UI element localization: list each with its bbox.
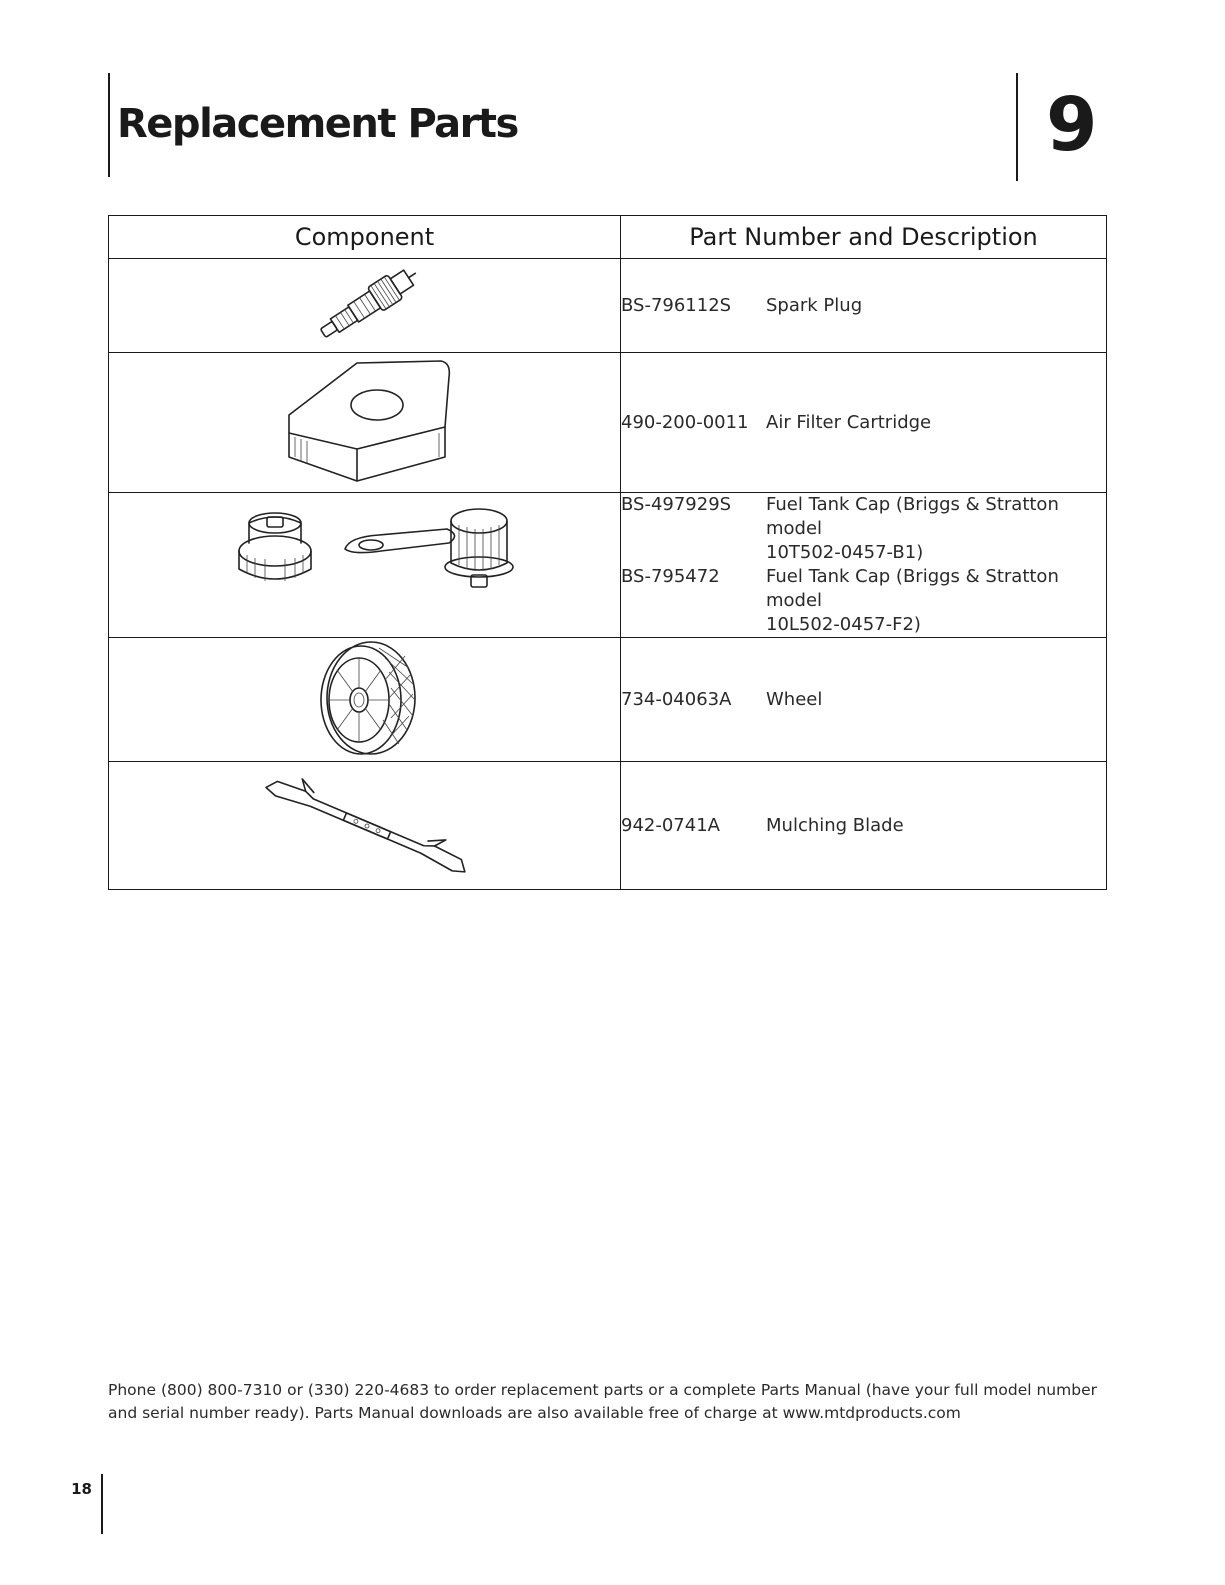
part-number: BS-497929S — [621, 494, 732, 515]
part-description: Mulching Blade — [766, 814, 904, 836]
page-title: Replacement Parts — [117, 101, 518, 147]
mulching-blade-image — [109, 762, 621, 890]
part-description: Air Filter Cartridge — [766, 411, 932, 433]
part-description: 10T502-0457-B1) — [766, 542, 924, 563]
component-cell — [109, 638, 621, 762]
spark-plug-image — [109, 259, 621, 353]
part-cell — [621, 762, 1107, 890]
part-description: 10L502-0457-F2) — [766, 614, 921, 635]
air-filter-image — [109, 353, 621, 493]
component-cell — [109, 259, 621, 353]
part-line — [621, 411, 1106, 435]
table-row — [109, 638, 1107, 762]
part-line — [621, 613, 1106, 637]
part-cell — [621, 493, 1107, 638]
wheel-image — [109, 638, 621, 762]
part-number: BS-795472 — [621, 566, 720, 587]
title-rule — [108, 73, 110, 177]
part-line — [621, 541, 1106, 565]
column-header-part-number: Part Number and Description — [621, 216, 1107, 259]
table-header-row — [109, 216, 1107, 259]
part-description: Wheel — [766, 688, 823, 710]
part-number: 490-200-0011 — [621, 411, 749, 433]
component-cell — [109, 353, 621, 493]
part-description: Fuel Tank Cap (Briggs & Stratton model — [766, 566, 1059, 611]
table-row — [109, 353, 1107, 493]
part-description: Fuel Tank Cap (Briggs & Stratton model — [766, 494, 1059, 539]
fuel-tank-caps-image — [109, 493, 621, 603]
part-number — [621, 541, 766, 565]
part-number: 734-04063A — [621, 688, 732, 710]
part-description: Spark Plug — [766, 294, 863, 316]
component-cell — [109, 762, 621, 890]
part-line — [621, 814, 1106, 838]
part-cell — [621, 259, 1107, 353]
part-number: BS-796112S — [621, 294, 732, 316]
part-number — [621, 613, 766, 637]
table-row — [109, 762, 1107, 890]
parts-table — [108, 215, 1107, 890]
column-header-component: Component — [109, 216, 621, 259]
part-number: 942-0741A — [621, 814, 720, 836]
part-cell — [621, 353, 1107, 493]
chapter-rule — [1016, 73, 1018, 181]
component-cell — [109, 493, 621, 638]
chapter-number: 9 — [1046, 82, 1098, 168]
table-row — [109, 259, 1107, 353]
part-cell — [621, 638, 1107, 762]
part-line — [621, 565, 1106, 613]
part-line — [621, 688, 1106, 712]
part-line — [621, 493, 1106, 541]
page-number: 18 — [71, 1480, 92, 1498]
table-row — [109, 493, 1107, 638]
ordering-note: Phone (800) 800-7310 or (330) 220-4683 to order replacement parts or a complete Parts Manual (have your full model number and serial number ready). Parts Manual downloads are also available free of charge at www.mtdproducts.com — [108, 1381, 1097, 1422]
part-line — [621, 294, 1106, 318]
page-number-rule — [101, 1474, 103, 1534]
